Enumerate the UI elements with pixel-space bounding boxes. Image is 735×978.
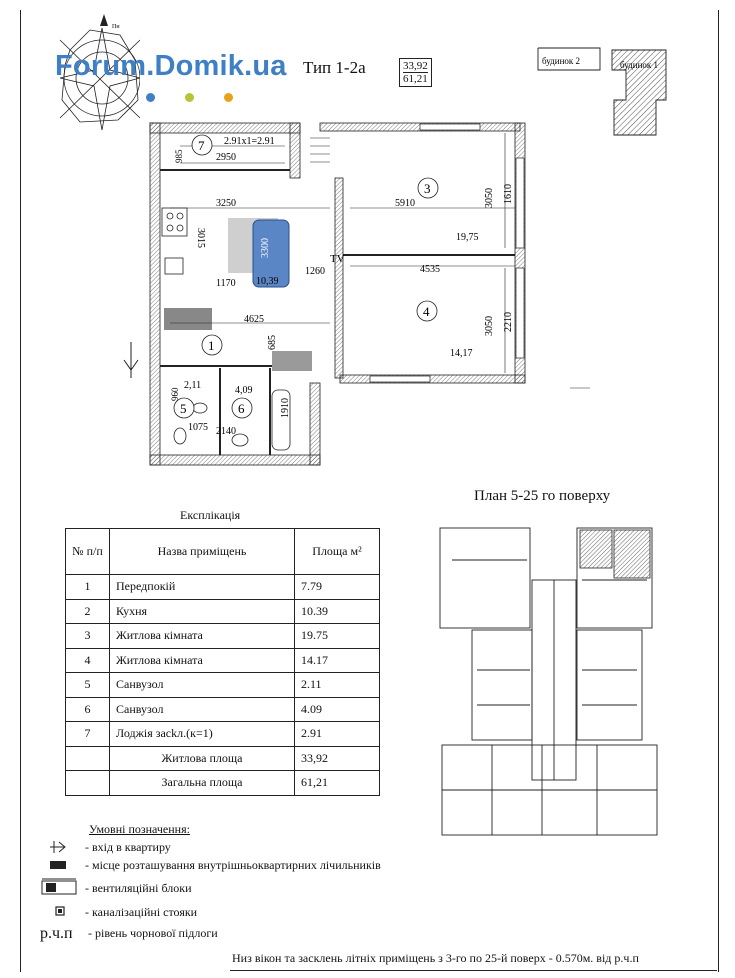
floor-plan-title: План 5-25 го поверху bbox=[474, 488, 611, 504]
table-cell-num: 2 bbox=[66, 599, 110, 624]
ventilation-block bbox=[272, 351, 312, 371]
meter-icon bbox=[48, 860, 70, 870]
table-cell-area: 19.75 bbox=[295, 624, 380, 649]
legend-ventilation: - вентиляційні блоки bbox=[85, 881, 192, 895]
room-5-number: 5 bbox=[180, 401, 187, 416]
wall-partition-3-4 bbox=[335, 178, 343, 378]
wall-bottom-left bbox=[150, 455, 320, 465]
ventilation-icon bbox=[40, 878, 80, 896]
footer-note: Низ вікон та засклень літніх приміщень з 3-го по 25-й поверх - 0.570м. від р.ч.п bbox=[232, 951, 639, 965]
table-cell-area: 10.39 bbox=[295, 599, 380, 624]
building-1-label: будинок 1 bbox=[620, 60, 659, 70]
table-row bbox=[66, 697, 380, 722]
table-cell-num: 1 bbox=[66, 575, 110, 600]
table-cell-empty bbox=[66, 746, 110, 771]
dim-1910: 1910 bbox=[280, 398, 291, 418]
table-cell-empty bbox=[66, 771, 110, 796]
legend-sewer: - каналізаційні стояки bbox=[85, 905, 198, 919]
room-4-number: 4 bbox=[423, 304, 430, 319]
table-cell-num: 7 bbox=[66, 722, 110, 747]
rchp-symbol: р.ч.п bbox=[40, 925, 73, 942]
building-2-label: будинок 2 bbox=[542, 56, 581, 66]
apartment-type-title: Тип 1-2а bbox=[303, 58, 366, 77]
watermark-logo: Forum.Domik.ua bbox=[55, 50, 287, 82]
dim-1075: 1075 bbox=[188, 422, 208, 433]
dim-3300: 3300 bbox=[260, 238, 271, 258]
dim-2950: 2950 bbox=[216, 152, 236, 163]
area-14-17: 14,17 bbox=[450, 348, 473, 359]
room-3-number: 3 bbox=[424, 181, 431, 196]
dim-4535: 4535 bbox=[420, 264, 440, 275]
area-4-09: 4,09 bbox=[235, 385, 253, 396]
entry-arrow-icon bbox=[48, 840, 70, 854]
table-cell-name: Санвузол bbox=[110, 697, 295, 722]
dim-3050-b: 3050 bbox=[484, 316, 495, 336]
floor-overview-plan bbox=[432, 520, 672, 840]
area-10-39: 10,39 bbox=[256, 276, 279, 287]
table-cell-num: 4 bbox=[66, 648, 110, 673]
table-cell-area: 2.11 bbox=[295, 673, 380, 698]
table-row bbox=[66, 624, 380, 649]
dim-685: 685 bbox=[267, 335, 278, 350]
header-name: Назва приміщень bbox=[110, 529, 295, 575]
area-living-value: 33,92 bbox=[403, 60, 428, 72]
wall-bottom-right bbox=[340, 375, 525, 383]
table-cell-area: 33,92 bbox=[295, 746, 380, 771]
header-area: Площа м² bbox=[295, 529, 380, 575]
table-cell-area: 61,21 bbox=[295, 771, 380, 796]
dim-960: 960 bbox=[170, 387, 180, 401]
dim-1260: 1260 bbox=[305, 266, 325, 277]
apartment-plan bbox=[120, 118, 600, 470]
explication-title: Експлікація bbox=[180, 508, 241, 522]
dim-5910: 5910 bbox=[395, 198, 415, 209]
highlighted-apartment bbox=[614, 530, 650, 578]
legend-meter: - місце розташування внутрішньоквартирних лічильників bbox=[85, 858, 381, 872]
dim-3015: 3015 bbox=[195, 228, 206, 248]
sewer-icon bbox=[54, 905, 68, 917]
logo-dot bbox=[146, 93, 155, 102]
dim-1610: 1610 bbox=[503, 184, 514, 204]
dim-2140: 2140 bbox=[216, 426, 236, 437]
room-1-number: 1 bbox=[208, 338, 215, 353]
logo-dot bbox=[224, 93, 233, 102]
table-cell-name: Передпокій bbox=[110, 575, 295, 600]
table-total-row bbox=[66, 771, 380, 796]
legend-title: Умовні позначення: bbox=[89, 822, 190, 836]
table-cell-area: 7.79 bbox=[295, 575, 380, 600]
table-cell-name: Житлова площа bbox=[110, 746, 295, 771]
table-cell-name: Кухня bbox=[110, 599, 295, 624]
table-row bbox=[66, 599, 380, 624]
dim-1170: 1170 bbox=[216, 278, 236, 289]
table-cell-area: 4.09 bbox=[295, 697, 380, 722]
logo-dot bbox=[185, 93, 194, 102]
entry-arrow-icon bbox=[120, 340, 142, 380]
wall-left bbox=[150, 123, 160, 465]
legend-rchp: - рівень чорнової підлоги bbox=[88, 926, 218, 940]
dim-4625: 4625 bbox=[244, 314, 264, 325]
table-total-row bbox=[66, 746, 380, 771]
compass-north-label: Пн bbox=[112, 24, 120, 30]
table-cell-num: 3 bbox=[66, 624, 110, 649]
table-row bbox=[66, 575, 380, 600]
tv-label: TV bbox=[330, 253, 345, 265]
table-row bbox=[66, 648, 380, 673]
table-row bbox=[66, 722, 380, 747]
header-num: № п/п bbox=[66, 529, 110, 575]
table-row bbox=[66, 673, 380, 698]
area-total-value: 61,21 bbox=[403, 73, 428, 85]
explication-table bbox=[65, 528, 380, 796]
table-cell-name: Житлова кімната bbox=[110, 624, 295, 649]
dim-2210: 2210 bbox=[503, 312, 514, 332]
table-cell-name: Лоджія засkл.(к=1) bbox=[110, 722, 295, 747]
area-summary-box bbox=[399, 58, 432, 87]
area-19-75: 19,75 bbox=[456, 232, 479, 243]
table-cell-area: 2.91 bbox=[295, 722, 380, 747]
table-cell-name: Санвузол bbox=[110, 673, 295, 698]
table-cell-num: 5 bbox=[66, 673, 110, 698]
dim-loggia-formula: 2.91х1=2.91 bbox=[224, 136, 275, 147]
table-header-row bbox=[66, 529, 380, 575]
logo-dots bbox=[146, 89, 263, 107]
table-cell-name: Загальна площа bbox=[110, 771, 295, 796]
area-2-11: 2,11 bbox=[184, 380, 202, 391]
dim-3250: 3250 bbox=[216, 198, 236, 209]
room-6-number: 6 bbox=[238, 401, 245, 416]
dim-985: 985 bbox=[174, 149, 184, 163]
meter-block bbox=[164, 308, 212, 330]
legend-entry: - вхід в квартиру bbox=[85, 840, 171, 854]
dim-3050-a: 3050 bbox=[484, 188, 495, 208]
table-cell-name: Житлова кімната bbox=[110, 648, 295, 673]
room-7-number: 7 bbox=[198, 138, 205, 153]
table-cell-area: 14.17 bbox=[295, 648, 380, 673]
sheet-frame-bottom bbox=[230, 970, 717, 971]
table-cell-num: 6 bbox=[66, 697, 110, 722]
